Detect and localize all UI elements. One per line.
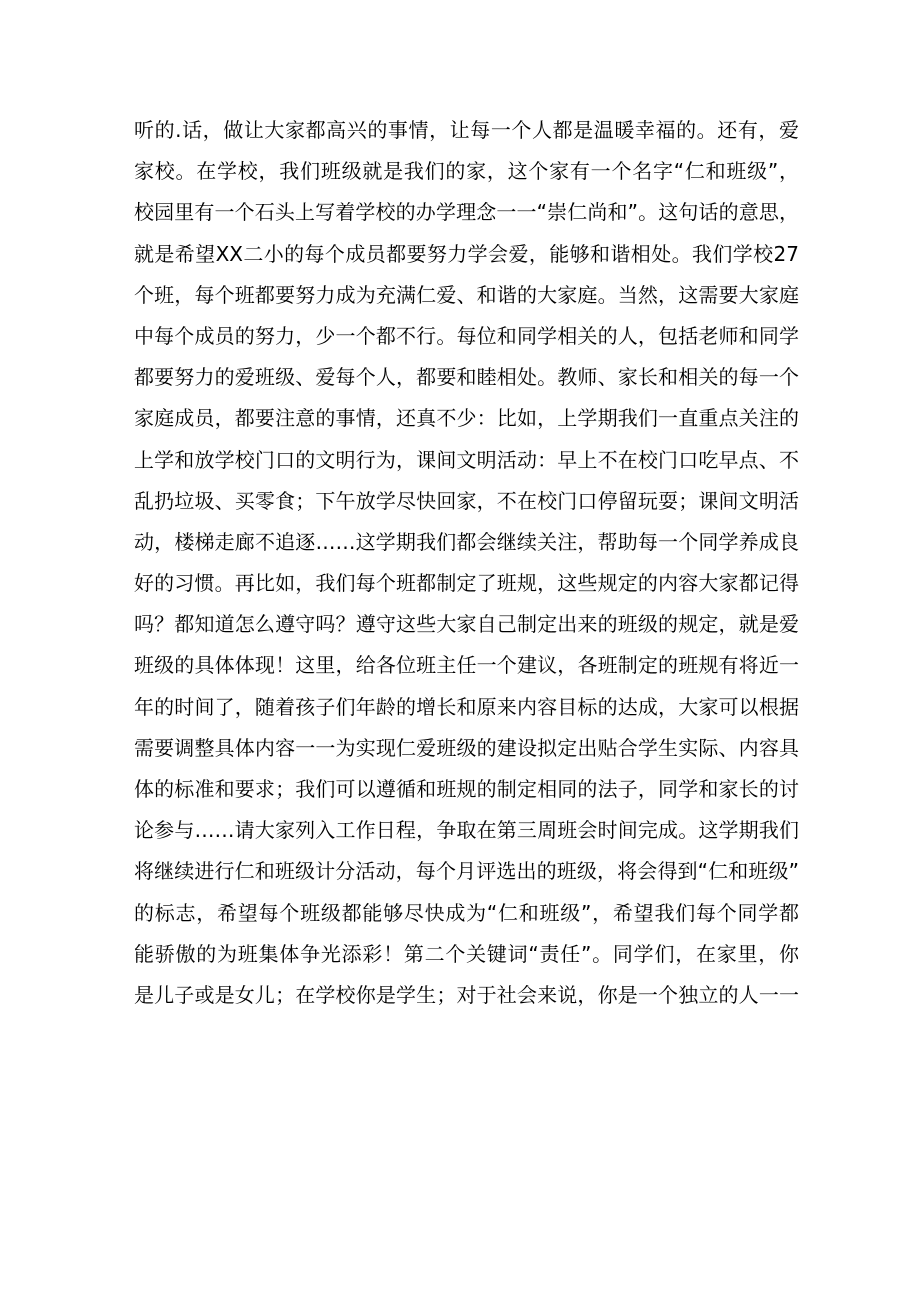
text-line: 上学和放学校门口的文明行为，课间文明活动：早上不在校门口吃早点、不: [134, 447, 799, 472]
text-line: 家校。在学校，我们班级就是我们的家，这个家有一个名字“仁和班级”，: [134, 159, 799, 184]
text-line: 班级的具体体现！这里，给各位班主任一个建议，各班制定的班规有将近一: [134, 653, 799, 678]
text-line: 年的时间了，随着孩子们年龄的增长和原来内容目标的达成，大家可以根据: [134, 694, 799, 719]
text-line: 动，楼梯走廊不追逐……这学期我们都会继续关注，帮助每一个同学养成良: [134, 529, 799, 554]
text-line: 中每个成员的努力，少一个都不行。每位和同学相关的人，包括老师和同学: [134, 323, 799, 348]
text-line: 校园里有一个石头上写着学校的办学理念一一“崇仁尚和”。这句话的意思，: [134, 200, 799, 225]
text-line: 论参与……请大家列入工作日程，争取在第三周班会时间完成。这学期我们: [134, 818, 799, 843]
text-line: 都要努力的爱班级、爱每个人，都要和睦相处。教师、家长和相关的每一个: [134, 365, 799, 390]
text-line: 吗？都知道怎么遵守吗？遵守这些大家自己制定出来的班级的规定，就是爱: [134, 612, 799, 637]
text-line: 听的.话，做让大家都高兴的事情，让每一个人都是温暖幸福的。还有，爱: [134, 118, 799, 142]
text-line: 能骄傲的为班集体争光添彩！第二个关键词“责任”。同学们，在家里，你: [134, 941, 799, 966]
text-line: 需要调整具体内容一一为实现仁爱班级的建设拟定出贴合学生实际、内容具: [134, 735, 799, 760]
text-line: 乱扔垃圾、买零食；下午放学尽快回家，不在校门口停留玩耍；课间文明活: [134, 488, 799, 513]
text-line: 好的习惯。再比如，我们每个班都制定了班规，这些规定的内容大家都记得: [134, 571, 799, 596]
body-text: [134, 110, 799, 1016]
text-line: 家庭成员，都要注意的事情，还真不少：比如，上学期我们一直重点关注的: [134, 406, 799, 431]
text-line: 个班，每个班都要努力成为充满仁爱、和谐的大家庭。当然，这需要大家庭: [134, 282, 799, 307]
text-line: 的标志，希望每个班级都能够尽快成为“仁和班级”，希望我们每个同学都: [134, 900, 799, 925]
text-line: 体的标准和要求；我们可以遵循和班规的制定相同的法子，同学和家长的讨: [134, 777, 799, 801]
text-line: 是儿子或是女儿；在学校你是学生；对于社会来说，你是一个独立的人一一: [134, 982, 799, 1007]
text-line: 将继续进行仁和班级计分活动，每个月评选出的班级，将会得到“仁和班级”: [134, 859, 799, 884]
text-line: 就是希望XX二小的每个成员都要努力学会爱，能够和谐相处。我们学校27: [134, 241, 799, 266]
